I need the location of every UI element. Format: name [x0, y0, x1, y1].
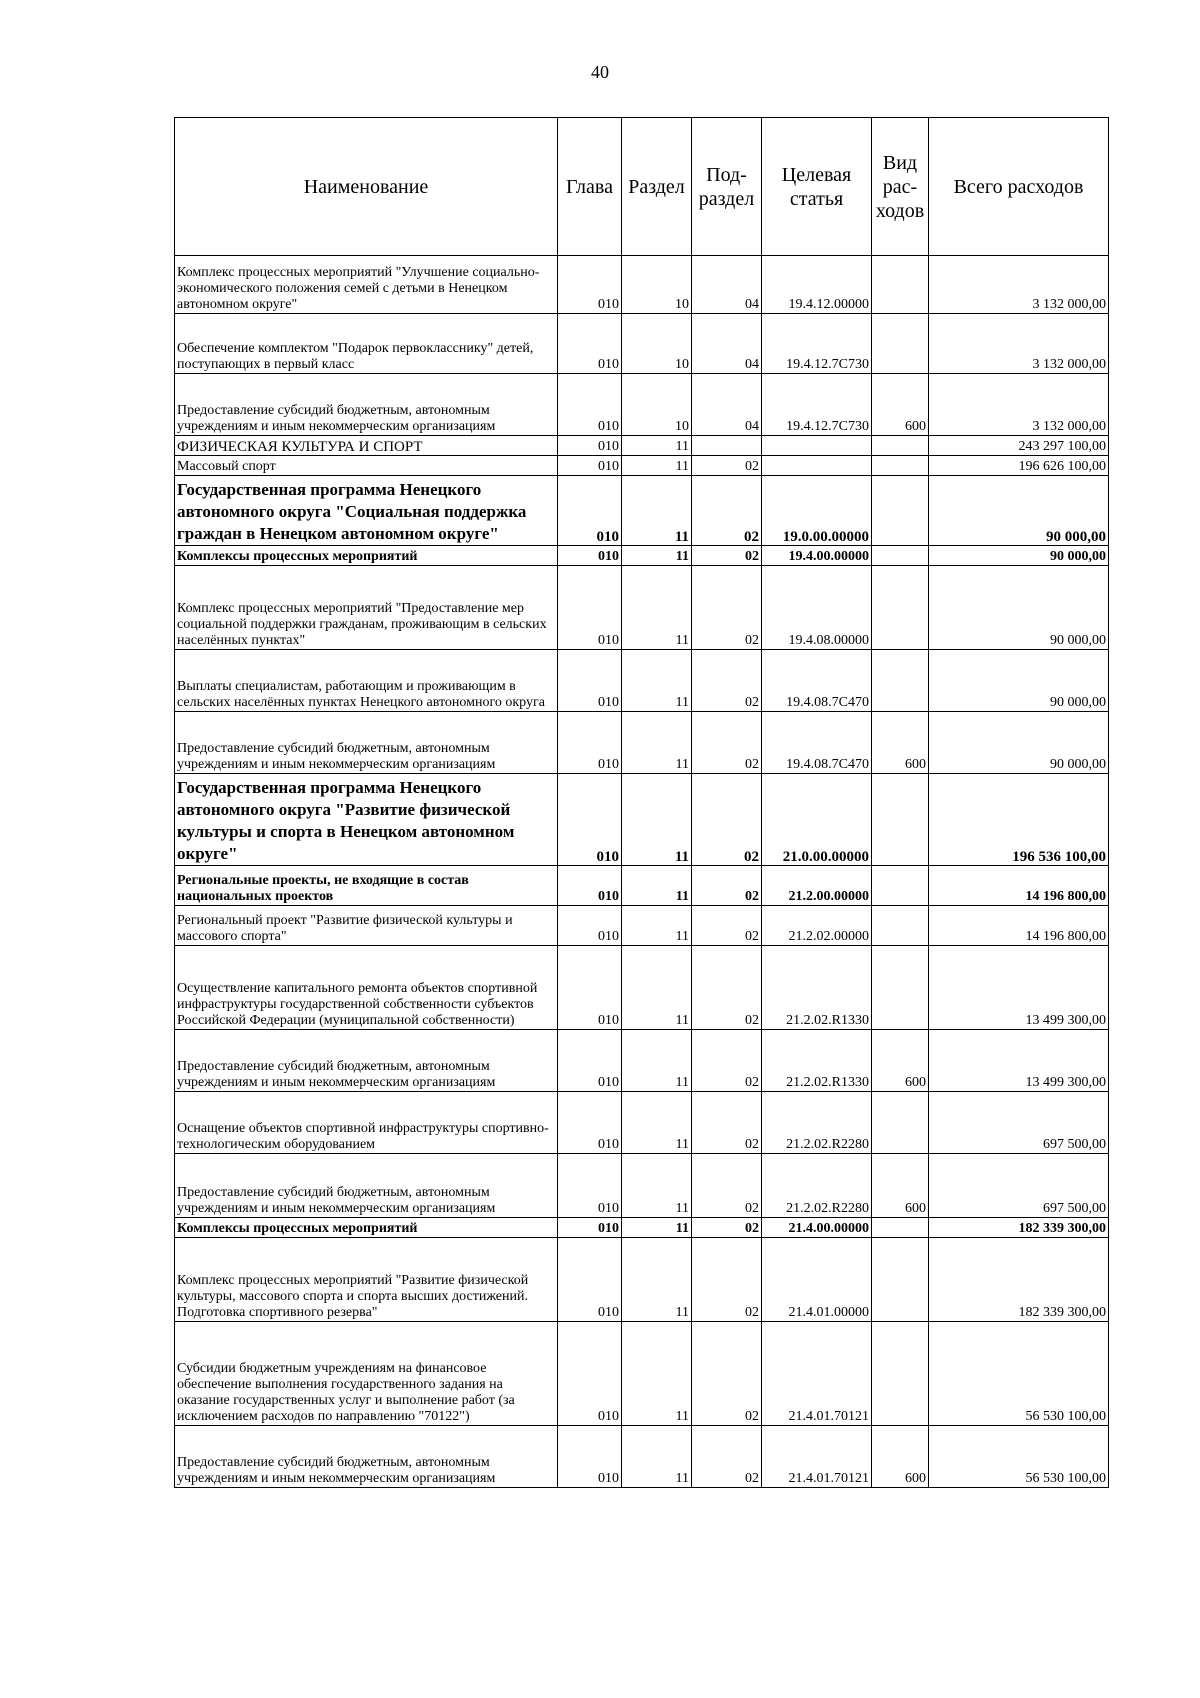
budget-table [174, 117, 1109, 1488]
row-tselevaya: 21.2.02.R2280 [762, 1092, 872, 1154]
table-row [175, 314, 1109, 374]
row-podrazdel: 02 [692, 712, 762, 774]
row-name: Предоставление субсидий бюджетным, автономным учреждениям и иным некоммерческим организациям [175, 712, 558, 774]
row-podrazdel: 02 [692, 1322, 762, 1426]
row-vid [872, 1218, 929, 1238]
row-glava: 010 [558, 256, 622, 314]
row-razdel: 10 [622, 256, 692, 314]
row-razdel: 11 [622, 1030, 692, 1092]
row-name: Оснащение объектов спортивной инфраструктуры спортивно-технологическим оборудованием [175, 1092, 558, 1154]
row-total: 697 500,00 [929, 1154, 1109, 1218]
row-podrazdel: 04 [692, 256, 762, 314]
row-vid: 600 [872, 1030, 929, 1092]
table-row [175, 946, 1109, 1030]
row-glava: 010 [558, 1426, 622, 1488]
row-glava: 010 [558, 650, 622, 712]
row-vid [872, 546, 929, 566]
row-tselevaya: 19.4.08.7С470 [762, 650, 872, 712]
row-glava: 010 [558, 456, 622, 476]
row-name: Предоставление субсидий бюджетным, автономным учреждениям и иным некоммерческим организациям [175, 374, 558, 436]
row-podrazdel: 02 [692, 1154, 762, 1218]
table-row [175, 866, 1109, 906]
row-vid [872, 1238, 929, 1322]
row-podrazdel: 02 [692, 476, 762, 546]
row-total: 196 536 100,00 [929, 774, 1109, 866]
row-glava: 010 [558, 476, 622, 546]
row-total: 90 000,00 [929, 712, 1109, 774]
row-glava: 010 [558, 866, 622, 906]
row-name: Выплаты специалистам, работающим и проживающим в сельских населённых пунктах Ненецкого автономного округа [175, 650, 558, 712]
row-total: 697 500,00 [929, 1092, 1109, 1154]
row-podrazdel: 02 [692, 906, 762, 946]
row-podrazdel: 02 [692, 866, 762, 906]
row-glava: 010 [558, 1218, 622, 1238]
row-podrazdel: 02 [692, 456, 762, 476]
row-tselevaya: 19.4.12.7С730 [762, 374, 872, 436]
row-tselevaya [762, 436, 872, 456]
table-row [175, 650, 1109, 712]
row-vid: 600 [872, 1154, 929, 1218]
row-vid: 600 [872, 374, 929, 436]
row-tselevaya: 21.4.01.70121 [762, 1322, 872, 1426]
table-row [175, 374, 1109, 436]
row-razdel: 11 [622, 546, 692, 566]
row-glava: 010 [558, 1092, 622, 1154]
row-tselevaya [762, 456, 872, 476]
row-name: Комплекс процессных мероприятий "Развитие физической культуры, массового спорта и спорта высших достижений. Подготовка спортивного резерва" [175, 1238, 558, 1322]
row-name: Предоставление субсидий бюджетным, автономным учреждениям и иным некоммерческим организациям [175, 1426, 558, 1488]
row-podrazdel: 02 [692, 650, 762, 712]
row-glava: 010 [558, 546, 622, 566]
row-tselevaya: 21.2.02.R1330 [762, 1030, 872, 1092]
row-glava: 010 [558, 566, 622, 650]
row-total: 90 000,00 [929, 546, 1109, 566]
row-razdel: 11 [622, 1218, 692, 1238]
row-tselevaya: 21.4.01.00000 [762, 1238, 872, 1322]
row-glava: 010 [558, 314, 622, 374]
row-name: Обеспечение комплектом "Подарок первокласснику" детей, поступающих в первый класс [175, 314, 558, 374]
row-name: Комплекс процессных мероприятий "Улучшение социально-экономического положения семей с детьми в Ненецком автономном округе" [175, 256, 558, 314]
row-podrazdel: 04 [692, 374, 762, 436]
row-razdel: 11 [622, 1238, 692, 1322]
row-podrazdel: 02 [692, 1426, 762, 1488]
row-tselevaya: 19.4.08.00000 [762, 566, 872, 650]
table-row [175, 1218, 1109, 1238]
row-glava: 010 [558, 374, 622, 436]
row-razdel: 11 [622, 1322, 692, 1426]
row-name: Массовый спорт [175, 456, 558, 476]
row-vid [872, 1322, 929, 1426]
row-podrazdel [692, 436, 762, 456]
row-total: 13 499 300,00 [929, 1030, 1109, 1092]
row-vid [872, 436, 929, 456]
row-total: 90 000,00 [929, 476, 1109, 546]
table-row [175, 1322, 1109, 1426]
row-tselevaya: 21.0.00.00000 [762, 774, 872, 866]
table-row [175, 1154, 1109, 1218]
row-vid: 600 [872, 1426, 929, 1488]
row-razdel: 10 [622, 314, 692, 374]
row-name: Комплексы процессных мероприятий [175, 546, 558, 566]
row-name: Предоставление субсидий бюджетным, автономным учреждениям и иным некоммерческим организациям [175, 1030, 558, 1092]
row-total: 56 530 100,00 [929, 1322, 1109, 1426]
row-name: Предоставление субсидий бюджетным, автономным учреждениям и иным некоммерческим организациям [175, 1154, 558, 1218]
row-tselevaya: 21.2.02.R1330 [762, 946, 872, 1030]
table-row [175, 774, 1109, 866]
table-row [175, 546, 1109, 566]
row-name: Комплексы процессных мероприятий [175, 1218, 558, 1238]
row-name: Государственная программа Ненецкого автономного округа "Социальная поддержка граждан в Ненецком автономном округе" [175, 476, 558, 546]
row-razdel: 11 [622, 650, 692, 712]
row-tselevaya: 19.4.12.7С730 [762, 314, 872, 374]
table-row [175, 1426, 1109, 1488]
header-vid: Вид рас-ходов [872, 118, 929, 256]
table-row [175, 1030, 1109, 1092]
row-tselevaya: 21.4.00.00000 [762, 1218, 872, 1238]
row-total: 90 000,00 [929, 566, 1109, 650]
table-row [175, 1238, 1109, 1322]
row-podrazdel: 02 [692, 774, 762, 866]
row-total: 13 499 300,00 [929, 946, 1109, 1030]
row-razdel: 11 [622, 1426, 692, 1488]
row-razdel: 10 [622, 374, 692, 436]
row-tselevaya: 19.4.08.7С470 [762, 712, 872, 774]
row-total: 3 132 000,00 [929, 256, 1109, 314]
row-name: Региональные проекты, не входящие в состав национальных проектов [175, 866, 558, 906]
row-name: Осуществление капитального ремонта объектов спортивной инфраструктуры государственной собственности субъектов Российской Федерации (муниципальной собственности) [175, 946, 558, 1030]
row-total: 243 297 100,00 [929, 436, 1109, 456]
header-podrazdel: Под-раздел [692, 118, 762, 256]
row-razdel: 11 [622, 456, 692, 476]
row-razdel: 11 [622, 712, 692, 774]
row-podrazdel: 02 [692, 566, 762, 650]
row-vid [872, 476, 929, 546]
row-vid [872, 774, 929, 866]
table-row [175, 906, 1109, 946]
row-vid [872, 566, 929, 650]
row-name: Государственная программа Ненецкого автономного округа "Развитие физической культуры и спорта в Ненецком автономном округе" [175, 774, 558, 866]
row-vid: 600 [872, 712, 929, 774]
row-tselevaya: 21.2.02.00000 [762, 906, 872, 946]
row-razdel: 11 [622, 906, 692, 946]
row-glava: 010 [558, 712, 622, 774]
row-razdel: 11 [622, 866, 692, 906]
row-name: ФИЗИЧЕСКАЯ КУЛЬТУРА И СПОРТ [175, 436, 558, 456]
row-razdel: 11 [622, 1092, 692, 1154]
row-podrazdel: 02 [692, 1030, 762, 1092]
header-razdel: Раздел [622, 118, 692, 256]
row-glava: 010 [558, 1030, 622, 1092]
row-total: 182 339 300,00 [929, 1238, 1109, 1322]
row-total: 3 132 000,00 [929, 314, 1109, 374]
row-podrazdel: 02 [692, 1092, 762, 1154]
table-row [175, 476, 1109, 546]
row-vid [872, 1092, 929, 1154]
row-tselevaya: 19.0.00.00000 [762, 476, 872, 546]
header-total: Всего расходов [929, 118, 1109, 256]
row-total: 56 530 100,00 [929, 1426, 1109, 1488]
row-tselevaya: 19.4.00.00000 [762, 546, 872, 566]
table-row [175, 436, 1109, 456]
row-podrazdel: 02 [692, 946, 762, 1030]
table-header-row [175, 118, 1109, 256]
row-vid [872, 456, 929, 476]
row-podrazdel: 02 [692, 1238, 762, 1322]
row-tselevaya: 21.2.00.00000 [762, 866, 872, 906]
row-razdel: 11 [622, 436, 692, 456]
header-name: Наименование [175, 118, 558, 256]
table-row [175, 256, 1109, 314]
row-razdel: 11 [622, 566, 692, 650]
row-total: 90 000,00 [929, 650, 1109, 712]
row-glava: 010 [558, 1154, 622, 1218]
row-glava: 010 [558, 906, 622, 946]
row-name: Комплекс процессных мероприятий "Предоставление мер социальной поддержки гражданам, проживающим в сельских населённых пунктах" [175, 566, 558, 650]
header-tselevaya: Целевая статья [762, 118, 872, 256]
page-number: 40 [591, 62, 609, 82]
row-podrazdel: 04 [692, 314, 762, 374]
row-vid [872, 866, 929, 906]
table-row [175, 1092, 1109, 1154]
row-vid [872, 946, 929, 1030]
row-podrazdel: 02 [692, 1218, 762, 1238]
row-glava: 010 [558, 774, 622, 866]
row-total: 182 339 300,00 [929, 1218, 1109, 1238]
row-total: 14 196 800,00 [929, 906, 1109, 946]
row-vid [872, 650, 929, 712]
row-vid [872, 314, 929, 374]
row-razdel: 11 [622, 774, 692, 866]
row-total: 196 626 100,00 [929, 456, 1109, 476]
row-name: Региональный проект "Развитие физической культуры и массового спорта" [175, 906, 558, 946]
row-total: 3 132 000,00 [929, 374, 1109, 436]
row-razdel: 11 [622, 476, 692, 546]
table-row [175, 456, 1109, 476]
row-vid [872, 906, 929, 946]
row-podrazdel: 02 [692, 546, 762, 566]
row-razdel: 11 [622, 1154, 692, 1218]
row-razdel: 11 [622, 946, 692, 1030]
row-glava: 010 [558, 1322, 622, 1426]
row-glava: 010 [558, 946, 622, 1030]
row-tselevaya: 19.4.12.00000 [762, 256, 872, 314]
row-glava: 010 [558, 436, 622, 456]
row-tselevaya: 21.2.02.R2280 [762, 1154, 872, 1218]
row-vid [872, 256, 929, 314]
row-glava: 010 [558, 1238, 622, 1322]
row-total: 14 196 800,00 [929, 866, 1109, 906]
row-tselevaya: 21.4.01.70121 [762, 1426, 872, 1488]
table-row [175, 712, 1109, 774]
header-glava: Глава [558, 118, 622, 256]
row-name: Субсидии бюджетным учреждениям на финансовое обеспечение выполнения государственного задания на оказание государственных услуг и выполнение работ (за исключением расходов по направлению "70122") [175, 1322, 558, 1426]
table-row [175, 566, 1109, 650]
